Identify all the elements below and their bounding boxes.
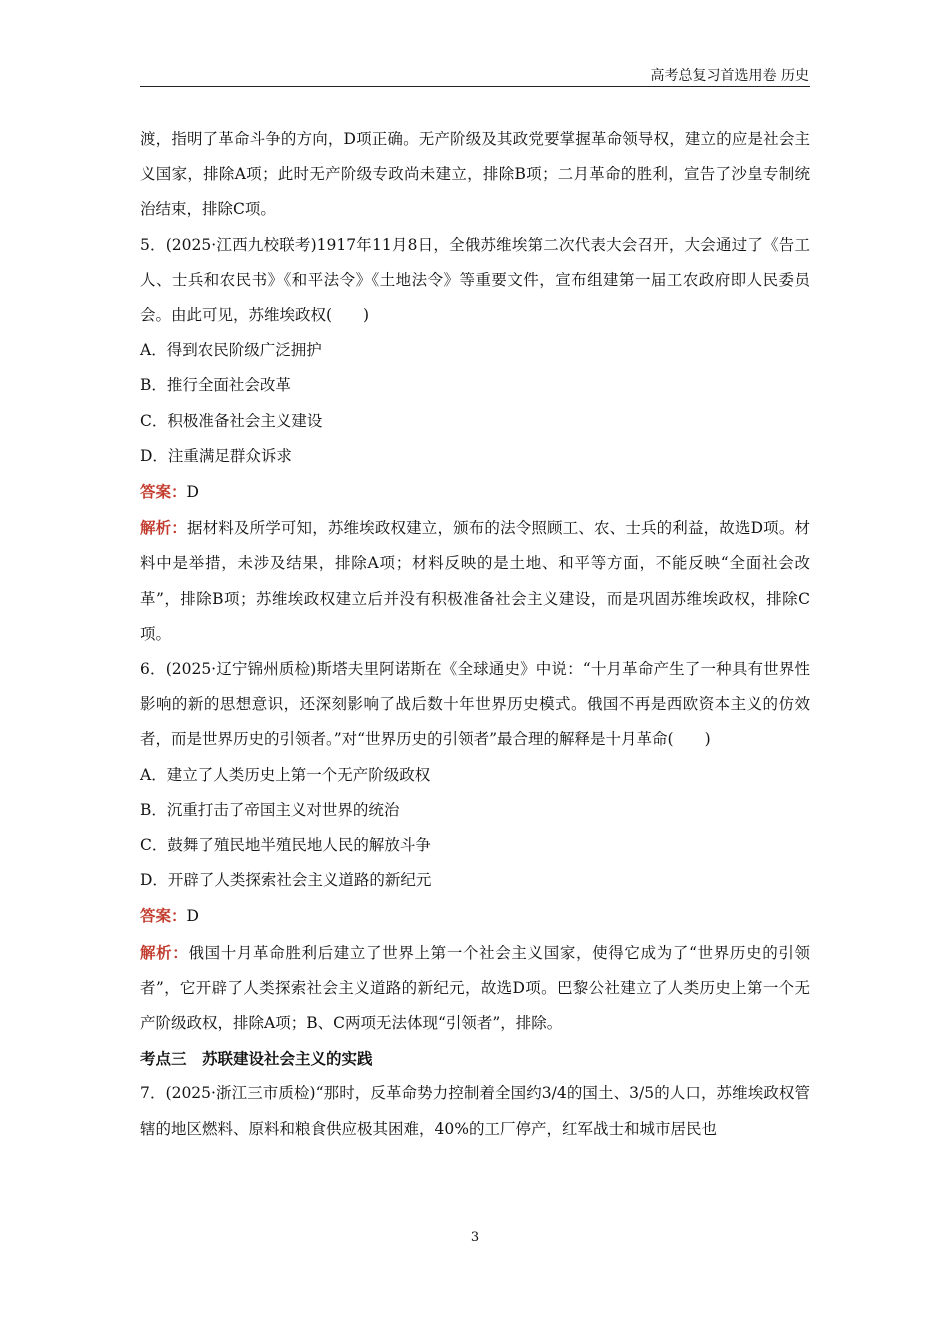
answer-label: 答案： xyxy=(140,906,187,926)
question-6-answer xyxy=(140,898,810,934)
document-body xyxy=(140,122,810,1147)
question-7-stem: 7．(2025·浙江三市质检)“那时，反革命势力控制着全国约3/4的国土、3/5的人口，苏维埃政权管辖的地区燃料、原料和粮食供应极其困难，40%的工厂停产，红军战士和城市居民也 xyxy=(140,1084,810,1138)
question-6-option-b: B．沉重打击了帝国主义对世界的统治 xyxy=(140,800,400,819)
running-header: 高考总复习首选用卷 历史 xyxy=(650,68,809,84)
analysis-label: 解析： xyxy=(140,518,187,538)
question-6-stem: 6．(2025·辽宁锦州质检)斯塔夫里阿诺斯在《全球通史》中说：“十月革命产生了一种具有世界性影响的新的思想意识，还深刻影响了战后数十年世界历史模式。俄国不再是西欧资本主义的仿效者，而是世界历史的引领者。”对“世界历史的引领者”最合理的解释是十月革命( ) xyxy=(140,660,810,749)
prev-analysis-continuation: 渡，指明了革命斗争的方向，D项正确。无产阶级及其政党要掌握革命领导权，建立的应是社会主义国家，排除A项；此时无产阶级专政尚未建立，排除B项；二月革命的胜利，宣告了沙皇专制统治结束，排除C项。 xyxy=(140,130,810,219)
question-6-option-c: C．鼓舞了殖民地半殖民地人民的解放斗争 xyxy=(140,836,431,855)
answer-value: D xyxy=(186,483,199,502)
analysis-text: 据材料及所学可知，苏维埃政权建立，颁布的法令照顾工、农、士兵的利益，故选D项。材料中是举措，未涉及结果，排除A项；材料反映的是土地、和平等方面，不能反映“全面社会改革”，排除B项；苏维埃政权建立后并没有积极准备社会主义建设，而是巩固苏维埃政权，排除C项。 xyxy=(140,519,810,643)
question-5-option-d: D．注重满足群众诉求 xyxy=(140,446,292,465)
answer-value: D xyxy=(186,907,199,926)
question-5-answer xyxy=(140,474,810,510)
question-6-option-d: D．开辟了人类探索社会主义道路的新纪元 xyxy=(140,871,432,890)
question-6-option-a: A．建立了人类历史上第一个无产阶级政权 xyxy=(140,765,431,784)
analysis-text: 俄国十月革命胜利后建立了世界上第一个社会主义国家，使得它成为了“世界历史的引领者”，它开辟了人类探索社会主义道路的新纪元，故选D项。巴黎公社建立了人类历史上第一个无产阶级政权，排除A项；B、C两项无法体现“引领者”，排除。 xyxy=(140,943,810,1033)
question-5-option-c: C．积极准备社会主义建设 xyxy=(140,411,323,430)
question-5-analysis xyxy=(140,510,810,652)
section-heading: 考点三 苏联建设社会主义的实践 xyxy=(140,1049,373,1069)
header-divider xyxy=(140,86,810,87)
analysis-label: 解析： xyxy=(140,942,189,962)
page-number: 3 xyxy=(470,1230,480,1245)
question-5-stem: 5．(2025·江西九校联考)1917年11月8日，全俄苏维埃第二次代表大会召开，大会通过了《告工人、士兵和农民书》《和平法令》《土地法令》等重要文件，宣布组建第一届工农政府即人民委员会。由此可见，苏维埃政权( ) xyxy=(140,235,810,325)
question-6-analysis xyxy=(140,935,810,1042)
question-5-option-a: A．得到农民阶级广泛拥护 xyxy=(140,341,322,360)
answer-label: 答案： xyxy=(140,482,187,502)
question-5-option-b: B．推行全面社会改革 xyxy=(140,376,291,395)
